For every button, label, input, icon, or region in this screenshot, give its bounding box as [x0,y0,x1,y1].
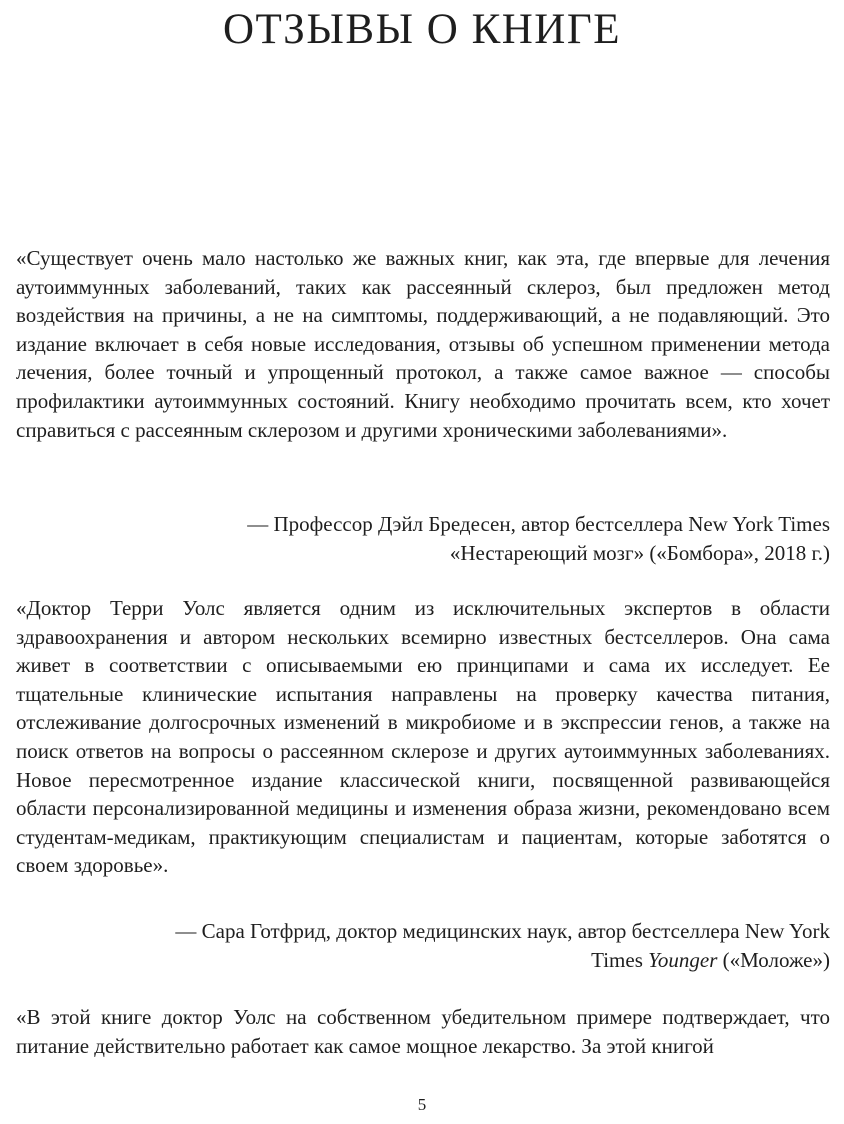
review-2 [16,594,830,880]
review-1-attribution [16,510,830,567]
review-2-book-title-translation: («Моложе») [722,947,830,972]
review-2-attribution-line-2 [16,946,830,975]
review-2-attribution [16,917,830,974]
review-2-quote: «Доктор Терри Уолс является одним из исключительных экспертов в области здравоохранения и автором нескольких всемирно известных бестселлеров. Она сама живет в соответствии с описываемыми ею принципами и сама их исследует. Ее тщательные клинические испытания направлены на проверку качества питания, отслеживание долгосрочных изменений в микробиоме и в экспрессии генов, а также на поиск ответов на вопросы о рассеянном склерозе и других аутоиммунных заболеваниях. Новое пересмотренное издание классической книги, посвященной развивающейся области персонализированной медицины и изменения образа жизни, рекомендовано всем студентам-медикам, практикующим специалистам и пациентам, которые заботятся о своем здоровье». [16,596,830,878]
review-2-book-title: Younger [648,947,718,972]
page-title: ОТЗЫВЫ О КНИГЕ [222,6,621,53]
review-1-attribution-line-2: «Нестареющий мозг» («Бомбора», 2018 г.) [449,540,830,565]
review-3 [16,1003,830,1060]
review-3-quote: «В этой книге доктор Уолс на собственном убедительном примере подтверждает, что питание действительно работает как самое мощное лекарство. За этой книгой [16,1005,830,1058]
review-2-attribution-times: Times [591,947,643,972]
review-1-attribution-line-1: — Профессор Дэйл Бредесен, автор бестселлера New York Times [247,512,830,536]
page-number: 5 [417,1095,427,1114]
review-2-attribution-line-1: — Сара Готфрид, доктор медицинских наук, автор бестселлера New York [175,919,830,943]
review-1-quote: «Существует очень мало настолько же важных книг, как эта, где впервые для лечения аутоиммунных заболеваний, таких как рассеянный склероз, был предложен метод воздействия на причины, а не на симптомы, поддерживающий, а не подавляющий. Это издание включает в себя новые исследования, отзывы об успешном применении метода лечения, более точный и упрощенный протокол, а также самое важное — способы профилактики аутоиммунных состояний. Книгу необходимо прочитать всем, кто хочет справиться с рассеянным склерозом и другими хроническими заболеваниями». [16,246,830,442]
review-1 [16,244,830,444]
